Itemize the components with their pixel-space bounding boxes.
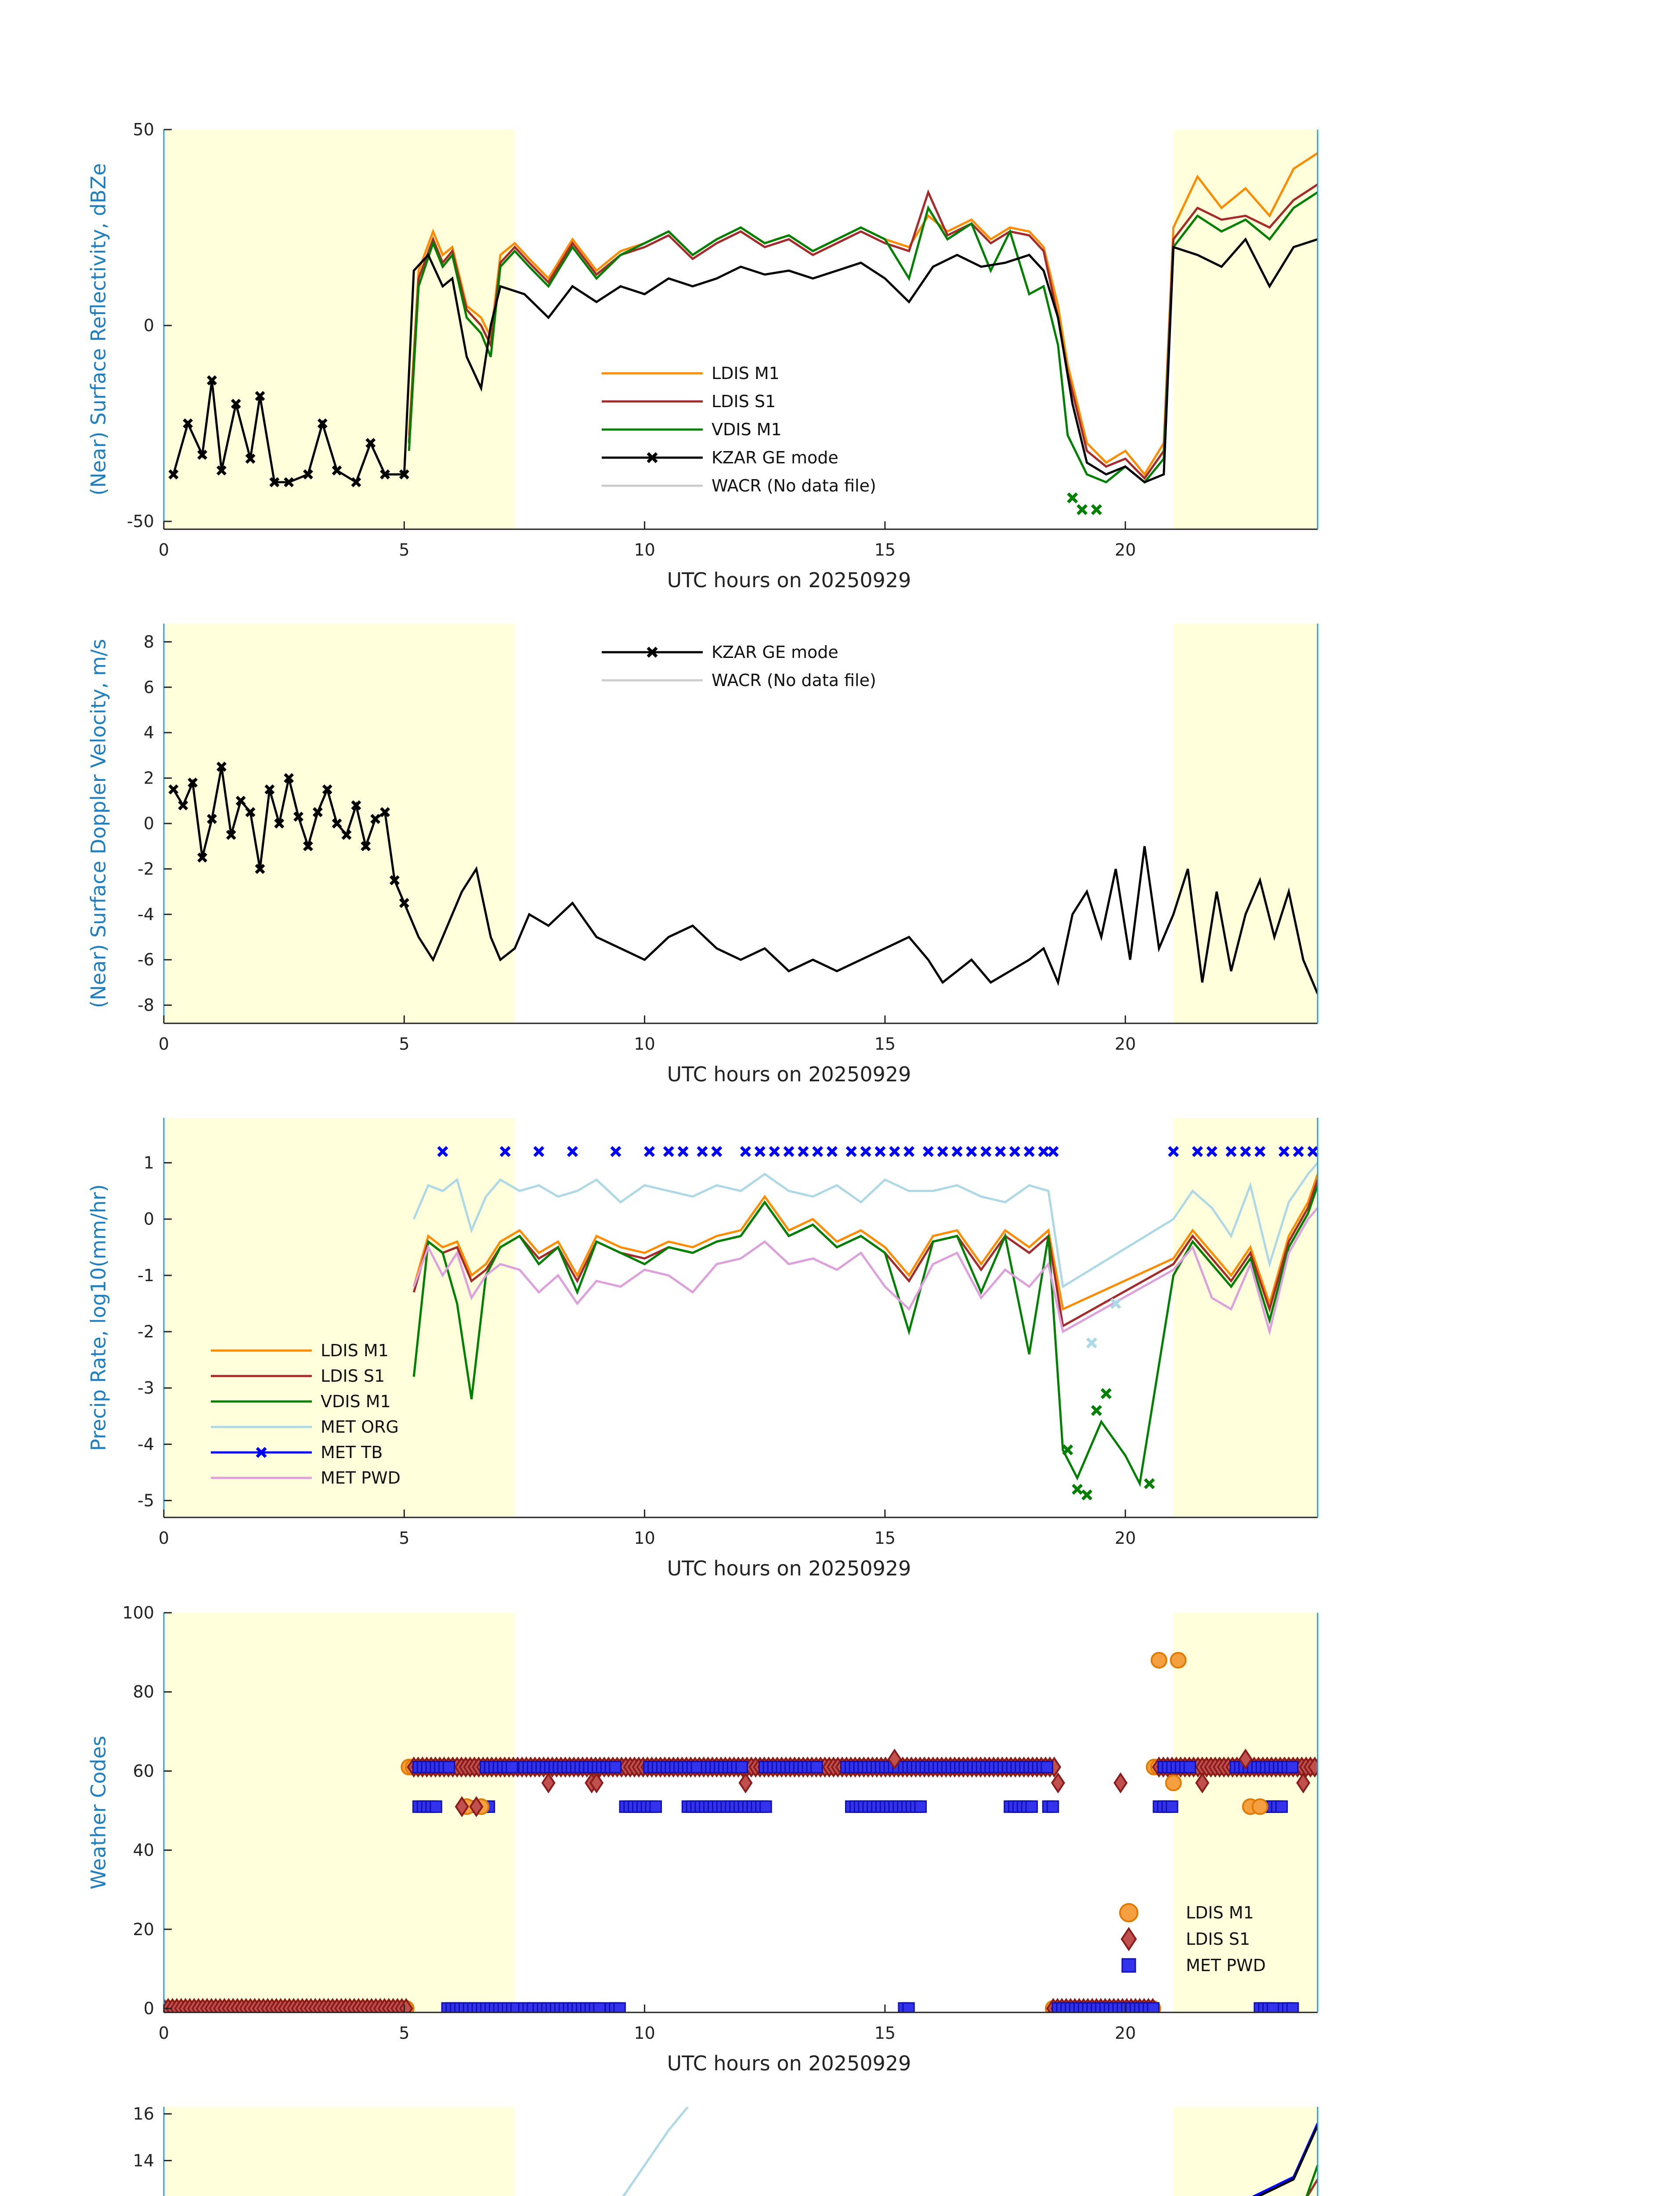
weather_codes-met-pwd-marker (760, 1801, 772, 1813)
weather_codes-met-pwd-marker (1286, 1762, 1298, 1773)
precip_rate-xtick-label: 15 (874, 1528, 896, 1548)
precip_rate-marker-met-tb (1039, 1147, 1048, 1156)
doppler-ytick-label: 0 (143, 814, 154, 833)
precip_rate-legend-label: LDIS S1 (321, 1366, 385, 1386)
precip_rate-xlabel: UTC hours on 20250929 (667, 1557, 911, 1580)
precip_rate-marker-met-tb (698, 1147, 707, 1156)
reflectivity-ytick-label: 0 (143, 316, 154, 336)
weather_codes-met-pwd-marker (1047, 1801, 1059, 1813)
weather_codes-ytick-label: 80 (133, 1682, 154, 1702)
precip_rate-ytick-label: -5 (137, 1491, 154, 1510)
reflectivity-xtick-label: 10 (634, 540, 655, 560)
doppler-ytick-label: 6 (143, 677, 154, 697)
precip_rate-legend-label: MET PWD (321, 1468, 401, 1488)
weather_codes-legend-swatch (1122, 1959, 1135, 1972)
reflectivity-ylabel: (Near) Surface Reflectivity, dBZe (87, 163, 110, 496)
doppler-legend-label: KZAR GE mode (712, 643, 838, 662)
precip_rate-marker-met-tb (953, 1147, 961, 1156)
precip_rate-marker-met-tb (664, 1147, 673, 1156)
precip_rate-marker-vdis-m1 (1145, 1479, 1154, 1488)
precip_rate-ytick-label: 1 (143, 1153, 154, 1173)
precip_rate-marker-met-tb (679, 1147, 687, 1156)
precip_rate-marker-met-tb (813, 1147, 822, 1156)
reflectivity-xtick-label: 15 (874, 540, 896, 560)
precip_rate-marker-met-tb (876, 1147, 885, 1156)
doppler-ytick-label: 2 (143, 768, 154, 788)
reflectivity-legend-label: VDIS M1 (712, 420, 782, 439)
reflectivity-panel (87, 120, 1318, 592)
weather_codes-met-pwd-marker (1026, 1801, 1037, 1813)
weather_codes-xtick-label: 0 (158, 2023, 170, 2043)
weather_codes-ytick-label: 0 (143, 1998, 154, 2018)
weather_codes-ldis-m1-point (1171, 1653, 1186, 1668)
precip_rate-xtick-label: 5 (399, 1528, 410, 1548)
doppler-legend (602, 643, 876, 690)
weather_codes-xtick-label: 10 (634, 2023, 655, 2043)
precip_rate-marker-met-tb (924, 1147, 932, 1156)
weather_codes-legend-label: MET PWD (1186, 1956, 1266, 1975)
precip_rate-ytick-label: -2 (137, 1322, 154, 1342)
doppler-ytick-label: 4 (143, 723, 154, 743)
precip_rate-marker-met-tb (827, 1147, 836, 1156)
weather_codes-met-pwd-marker (430, 1801, 442, 1813)
weather_codes-ldis-s1-point (740, 1774, 751, 1792)
doppler-xlabel: UTC hours on 20250929 (667, 1062, 911, 1086)
weather_codes-legend-swatch (1120, 1904, 1138, 1922)
reflectivity-xlabel: UTC hours on 20250929 (667, 568, 911, 592)
reflectivity-ytick-label: 50 (133, 120, 154, 139)
precip_rate-marker-met-tb (1010, 1147, 1019, 1156)
precip_rate-legend-label: LDIS M1 (321, 1341, 389, 1360)
precip_rate-marker-met-tb (996, 1147, 1005, 1156)
precip_rate-marker-met-tb (645, 1147, 654, 1156)
precip_rate-marker-vdis-m1 (1092, 1406, 1101, 1415)
precip_rate-marker-met-org (1087, 1339, 1096, 1347)
precip_rate-ytick-label: -4 (137, 1434, 154, 1454)
doppler-xtick-label: 5 (399, 1034, 410, 1054)
weather_codes-met-pwd-marker (1276, 1801, 1287, 1813)
reflectivity-xtick-label: 0 (158, 540, 170, 560)
reflectivity-marker-point (1068, 494, 1077, 502)
reflectivity-legend-label: WACR (No data file) (712, 476, 876, 495)
reflectivity-legend (602, 364, 876, 495)
precip_rate-marker-met-tb (1025, 1147, 1033, 1156)
doppler-xtick-label: 10 (634, 1034, 655, 1054)
doppler-shade-0 (164, 624, 515, 1023)
precip_rate-marker-vdis-m1 (1073, 1485, 1082, 1494)
reflectivity-xtick-label: 20 (1114, 540, 1136, 560)
precip_rate-panel (87, 1118, 1318, 1580)
precip_rate-marker-met-tb (770, 1147, 779, 1156)
precip_rate-xtick-label: 20 (1114, 1528, 1136, 1548)
weather_codes-ytick-label: 40 (133, 1840, 154, 1860)
precip_rate-marker-vdis-m1 (1063, 1445, 1072, 1454)
doppler-ytick-label: -8 (137, 995, 154, 1015)
cumulative-ytick-label: 14 (133, 2151, 154, 2171)
weather_codes-met-pwd-marker (915, 1801, 926, 1813)
doppler-ytick-label: -2 (137, 859, 154, 879)
weather_codes-legend-label: LDIS M1 (1186, 1903, 1254, 1922)
precip_rate-ytick-label: 0 (143, 1209, 154, 1229)
weather_codes-met-pwd-marker (443, 1762, 455, 1773)
doppler-shade-1 (1174, 624, 1318, 1023)
weather_codes-ldis-m1-point (1253, 1799, 1268, 1814)
precip_rate-ylabel: Precip Rate, log10(mm/hr) (87, 1184, 110, 1451)
cumulative-shade-0 (164, 2107, 515, 2196)
doppler-panel (87, 624, 1318, 1086)
precip_rate-marker-met-tb (784, 1147, 793, 1156)
reflectivity-marker-point (1092, 505, 1101, 514)
precip_rate-xtick-label: 10 (634, 1528, 655, 1548)
weather_codes-met-pwd-marker (610, 1762, 621, 1773)
weather_codes-legend-label: LDIS S1 (1186, 1929, 1250, 1949)
weather_codes-ldis-m1-point (1166, 1775, 1181, 1790)
weather_codes-xtick-label: 20 (1114, 2023, 1136, 2043)
weather_codes-ldis-m1-point (1152, 1653, 1167, 1668)
cumulative-ytick-label: 16 (133, 2104, 154, 2124)
reflectivity-legend-label: LDIS S1 (712, 392, 776, 411)
doppler-ylabel: (Near) Surface Doppler Velocity, m/s (87, 639, 110, 1008)
weather_codes-ylabel: Weather Codes (87, 1735, 110, 1890)
weather_codes-panel (87, 1603, 1322, 2075)
precip_rate-marker-met-tb (611, 1147, 620, 1156)
precip_rate-marker-met-tb (535, 1147, 543, 1156)
reflectivity-legend-label: LDIS M1 (712, 364, 780, 383)
precip_rate-ytick-label: -1 (137, 1265, 154, 1285)
weather_codes-met-pwd-marker (811, 1762, 823, 1773)
cumulative-shade-1 (1174, 2107, 1318, 2196)
doppler-xtick-label: 15 (874, 1034, 896, 1054)
precip_rate-marker-met-tb (890, 1147, 899, 1156)
weather_codes-xtick-label: 5 (399, 2023, 410, 2043)
precip_rate-marker-met-tb (905, 1147, 914, 1156)
precip_rate-legend-label: MET ORG (321, 1417, 399, 1437)
precip_rate-marker-vdis-m1 (1083, 1491, 1091, 1499)
precip_rate-legend-label: VDIS M1 (321, 1392, 391, 1411)
precip_rate-marker-met-tb (967, 1147, 976, 1156)
weather_codes-met-pwd-marker (736, 1762, 748, 1773)
precip_rate-legend-label: MET TB (321, 1443, 383, 1462)
weather_codes-met-pwd-marker (1041, 1762, 1053, 1773)
doppler-xtick-label: 20 (1114, 1034, 1136, 1054)
precip_rate-marker-met-tb (982, 1147, 990, 1156)
cumulative-panel (87, 2104, 1318, 2196)
reflectivity-xtick-label: 5 (399, 540, 410, 560)
weather_codes-xtick-label: 15 (874, 2023, 896, 2043)
precip_rate-marker-met-tb (847, 1147, 856, 1156)
weather_codes-ytick-label: 20 (133, 1919, 154, 1939)
precip_rate-marker-met-tb (712, 1147, 721, 1156)
weather_codes-met-pwd-marker (506, 1762, 518, 1773)
precip_rate-xtick-label: 0 (158, 1528, 170, 1548)
doppler-ytick-label: 8 (143, 632, 154, 652)
weather_codes-met-pwd-marker (1167, 1801, 1178, 1813)
reflectivity-ytick-label: -50 (126, 512, 154, 531)
weather_codes-xlabel: UTC hours on 20250929 (667, 2052, 911, 2075)
precip_rate-marker-vdis-m1 (1102, 1389, 1110, 1398)
weather_codes-legend-swatch (1122, 1929, 1136, 1950)
precip_rate-marker-met-tb (861, 1147, 870, 1156)
precip_rate-shade-1 (1174, 1118, 1318, 1517)
doppler-ytick-label: -4 (137, 904, 154, 924)
weather_codes-ytick-label: 60 (133, 1761, 154, 1781)
precip_rate-marker-met-tb (938, 1147, 947, 1156)
doppler-xtick-label: 0 (158, 1034, 170, 1054)
precip_rate-marker-met-tb (799, 1147, 808, 1156)
weather_codes-met-pwd-marker (650, 1801, 661, 1813)
doppler-ytick-label: -6 (137, 950, 154, 970)
precip_rate-ytick-label: -3 (137, 1378, 154, 1398)
precip_rate-marker-met-tb (755, 1147, 764, 1156)
weather_codes-ldis-s1-point (1115, 1774, 1127, 1792)
precip_rate-marker-met-tb (1049, 1147, 1058, 1156)
reflectivity-legend-label: KZAR GE mode (712, 448, 838, 467)
weather_codes-ytick-label: 100 (122, 1603, 154, 1622)
reflectivity-marker-point (1078, 505, 1087, 514)
weather_codes-met-pwd-marker (1184, 1762, 1196, 1773)
precip_rate-marker-met-tb (568, 1147, 577, 1156)
precip_rate-marker-met-tb (741, 1147, 750, 1156)
doppler-legend-label: WACR (No data file) (712, 671, 876, 690)
